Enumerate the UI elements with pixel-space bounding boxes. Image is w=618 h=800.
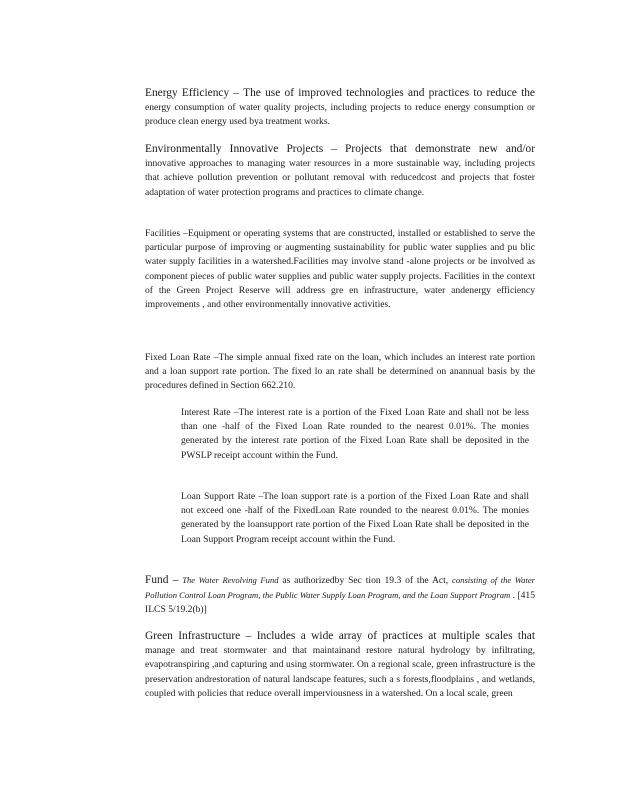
definition-body: as authorizedby Sec tion 19.3 of the Act, (278, 575, 453, 586)
definition-facilities (145, 227, 535, 312)
definition-body: Facilities –Equipment or operating systems that are constructed, installed or established to serve the particular purpose of improving or augmenting sustainability for public water supplies and pu blic water supply facilities in a watershed.Facilities may involve stand -alone projects or be involved as component pieces of public water supplies and public water supply projects. Facilities in the context of the Green Project Reserve will address gre en infrastructure, water andenergy efficiency improvements , and other environmentally innovative activities. (145, 228, 535, 311)
statutory-quote: consisting of the Water Pollution Control Loan Program, the Public Water Supply Loan Program, and the Loan Support Program (145, 575, 535, 601)
definition-text (145, 629, 535, 701)
definition-term: Green Infrastructure – Includes a wide array of practices at multiple scales that (145, 630, 535, 642)
definition-interest-rate (181, 406, 529, 463)
definition-term: Environmentally Innovative Projects – Projects that demonstrate new and/or (145, 143, 535, 155)
definition-term: Energy Efficiency – The use of improved technologies and practices to reduce the (145, 87, 535, 99)
definition-fund (145, 573, 535, 618)
definition-body: manage and treat stormwater and that maintainand restore natural hydrology by infiltrating, evapotranspiring ,and capturing and using stormwater. On a regional scale, green infrastructure is the preservation andrestoration of natural landscape features, such a s forests,floodplains , and wetlands, coupled with policies that reduce overall imperviousness in a watershed. On a local scale, green (145, 645, 535, 699)
statutory-quote: The Water Revolving Fund (182, 575, 279, 585)
definition-environmentally-innovative (145, 142, 535, 200)
definition-fixed-loan-rate (145, 351, 535, 394)
citation: . [415 ILCS 5/19.2(b)] (145, 590, 535, 616)
definition-body: Interest Rate –The interest rate is a portion of the Fixed Loan Rate and shall not be less than one -half of the Fixed Loan Rate rounded to the nearest 0.01%. The monies generated by the interest rate portion of the Fixed Loan Rate shall be deposited in the PWSLP receipt account within the Fund. (181, 407, 529, 461)
definition-term: Fund – (145, 574, 179, 586)
definition-loan-support-rate (181, 490, 529, 547)
definition-green-infrastructure (145, 629, 535, 701)
definition-body: innovative approaches to managing water resources in a more sustainable way, including projects that achieve pollution prevention or pollutant removal with reducedcost and projects that foster adaptation of water protection programs and practices to climate change. (145, 158, 535, 198)
definition-text (145, 86, 535, 130)
definition-text (145, 573, 535, 618)
definition-text (145, 142, 535, 200)
definition-body: Fixed Loan Rate –The simple annual fixed rate on the loan, which includes an interest rate portion and a loan support rate portion. The fixed lo an rate shall be determined on anannual basis by the procedures defined in Section 662.210. (145, 352, 535, 392)
definition-energy-efficiency (145, 86, 535, 130)
definition-body: energy consumption of water quality projects, including projects to reduce energy consumption or produce clean energy used bya treatment works. (145, 102, 535, 128)
definition-body: Loan Support Rate –The loan support rate is a portion of the Fixed Loan Rate and shall not exceed one -half of the FixedLoan Rate rounded to the nearest 0.01%. The monies generated by the loansupport rate portion of the Fixed Loan Rate shall be deposited in the Loan Support Program receipt account within the Fund. (181, 491, 529, 545)
